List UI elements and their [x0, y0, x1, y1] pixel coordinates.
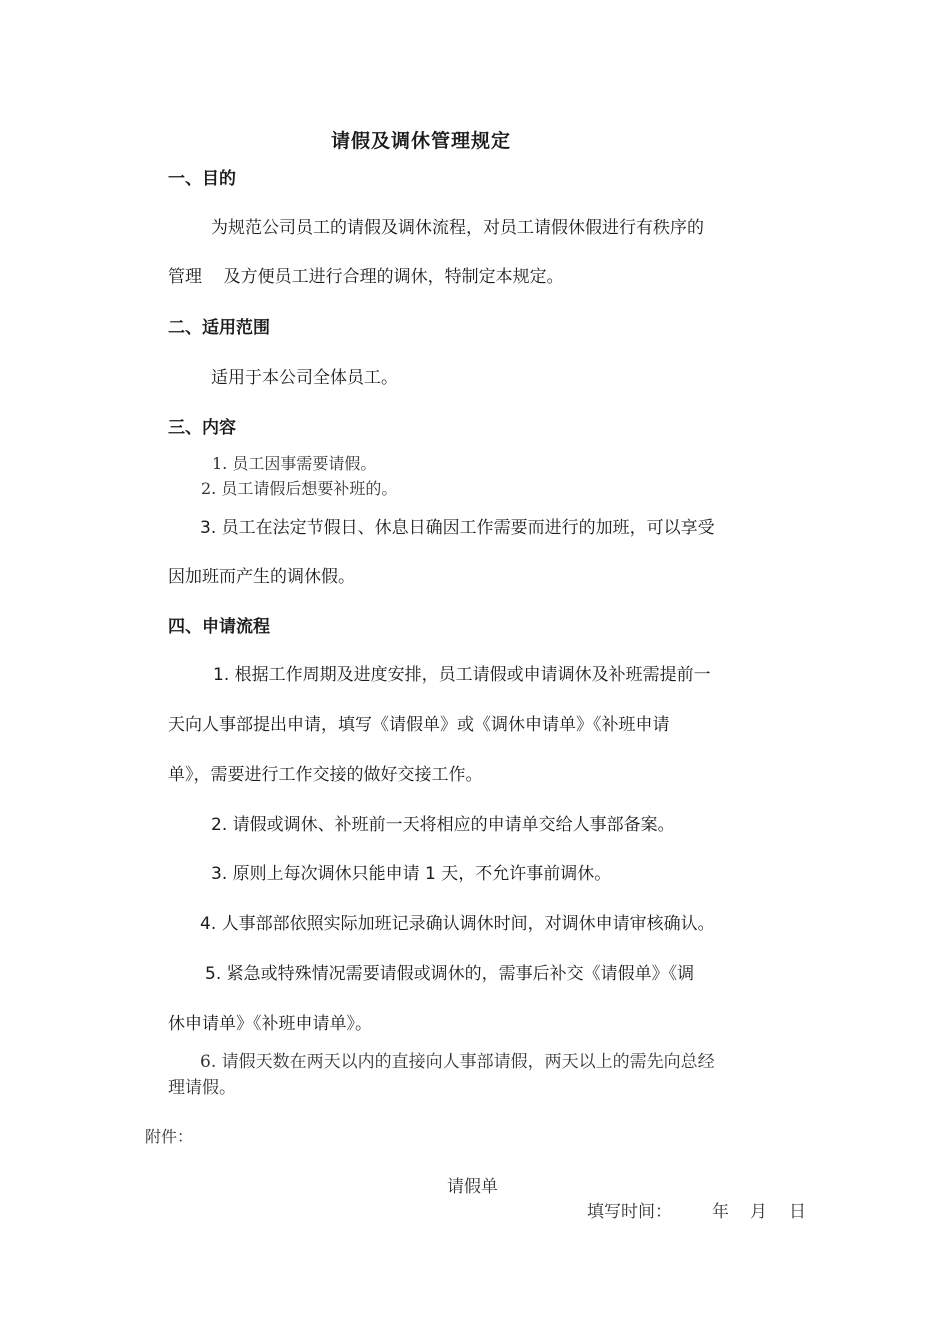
- content-item-2: 2. 员工请假后想要补班的。: [201, 479, 398, 498]
- process-item-4: 4. 人事部部依照实际加班记录确认调休时间，对调休申请审核确认。: [200, 914, 715, 934]
- process-item-1-line-1: 1. 根据工作周期及进度安排，员工请假或申请调休及补班需提前一: [213, 665, 711, 685]
- content-item-3-line-1: 3. 员工在法定节假日、休息日确因工作需要而进行的加班，可以享受: [200, 518, 715, 538]
- process-item-3: 3. 原则上每次调休只能申请 1 天，不允许事前调休。: [211, 864, 612, 884]
- section-heading-content: 三、内容: [168, 418, 236, 438]
- purpose-paragraph-line-1: 为规范公司员工的请假及调休流程，对员工请假休假进行有秩序的: [211, 218, 704, 238]
- content-item-1: 1. 员工因事需要请假。: [212, 454, 377, 473]
- process-item-1-line-2: 天向人事部提出申请，填写《请假单》或《调休申请单》《补班申请: [168, 715, 670, 735]
- process-item-2: 2. 请假或调休、补班前一天将相应的申请单交给人事部备案。: [211, 815, 675, 835]
- process-item-5-line-1: 5. 紧急或特殊情况需要请假或调休的，需事后补交《请假单》《调: [205, 964, 695, 984]
- date-year: 年: [712, 1202, 729, 1222]
- scope-paragraph: 适用于本公司全体员工。: [211, 368, 398, 388]
- process-item-1-line-3: 单》，需要进行工作交接的做好交接工作。: [168, 765, 483, 785]
- leave-form-title: 请假单: [447, 1177, 498, 1197]
- fill-date-label: 填写时间：: [587, 1202, 672, 1222]
- purpose-paragraph-line-2: 管理 及方便员工进行合理的调休，特制定本规定。: [168, 267, 564, 287]
- page-title: 请假及调休管理规定: [331, 130, 512, 152]
- date-month: 月: [750, 1202, 767, 1222]
- date-day: 日: [789, 1202, 806, 1222]
- process-item-6-line-2: 理请假。: [168, 1078, 236, 1098]
- process-item-6-line-1: 6. 请假天数在两天以内的直接向人事部请假，两天以上的需先向总经: [200, 1052, 715, 1072]
- attachment-label: 附件：: [145, 1127, 194, 1146]
- section-heading-purpose: 一、目的: [168, 169, 236, 189]
- section-heading-process: 四、申请流程: [168, 617, 270, 637]
- content-item-3-line-2: 因加班而产生的调休假。: [168, 567, 355, 587]
- process-item-5-line-2: 休申请单》《补班申请单》。: [168, 1014, 372, 1034]
- section-heading-scope: 二、适用范围: [168, 318, 270, 338]
